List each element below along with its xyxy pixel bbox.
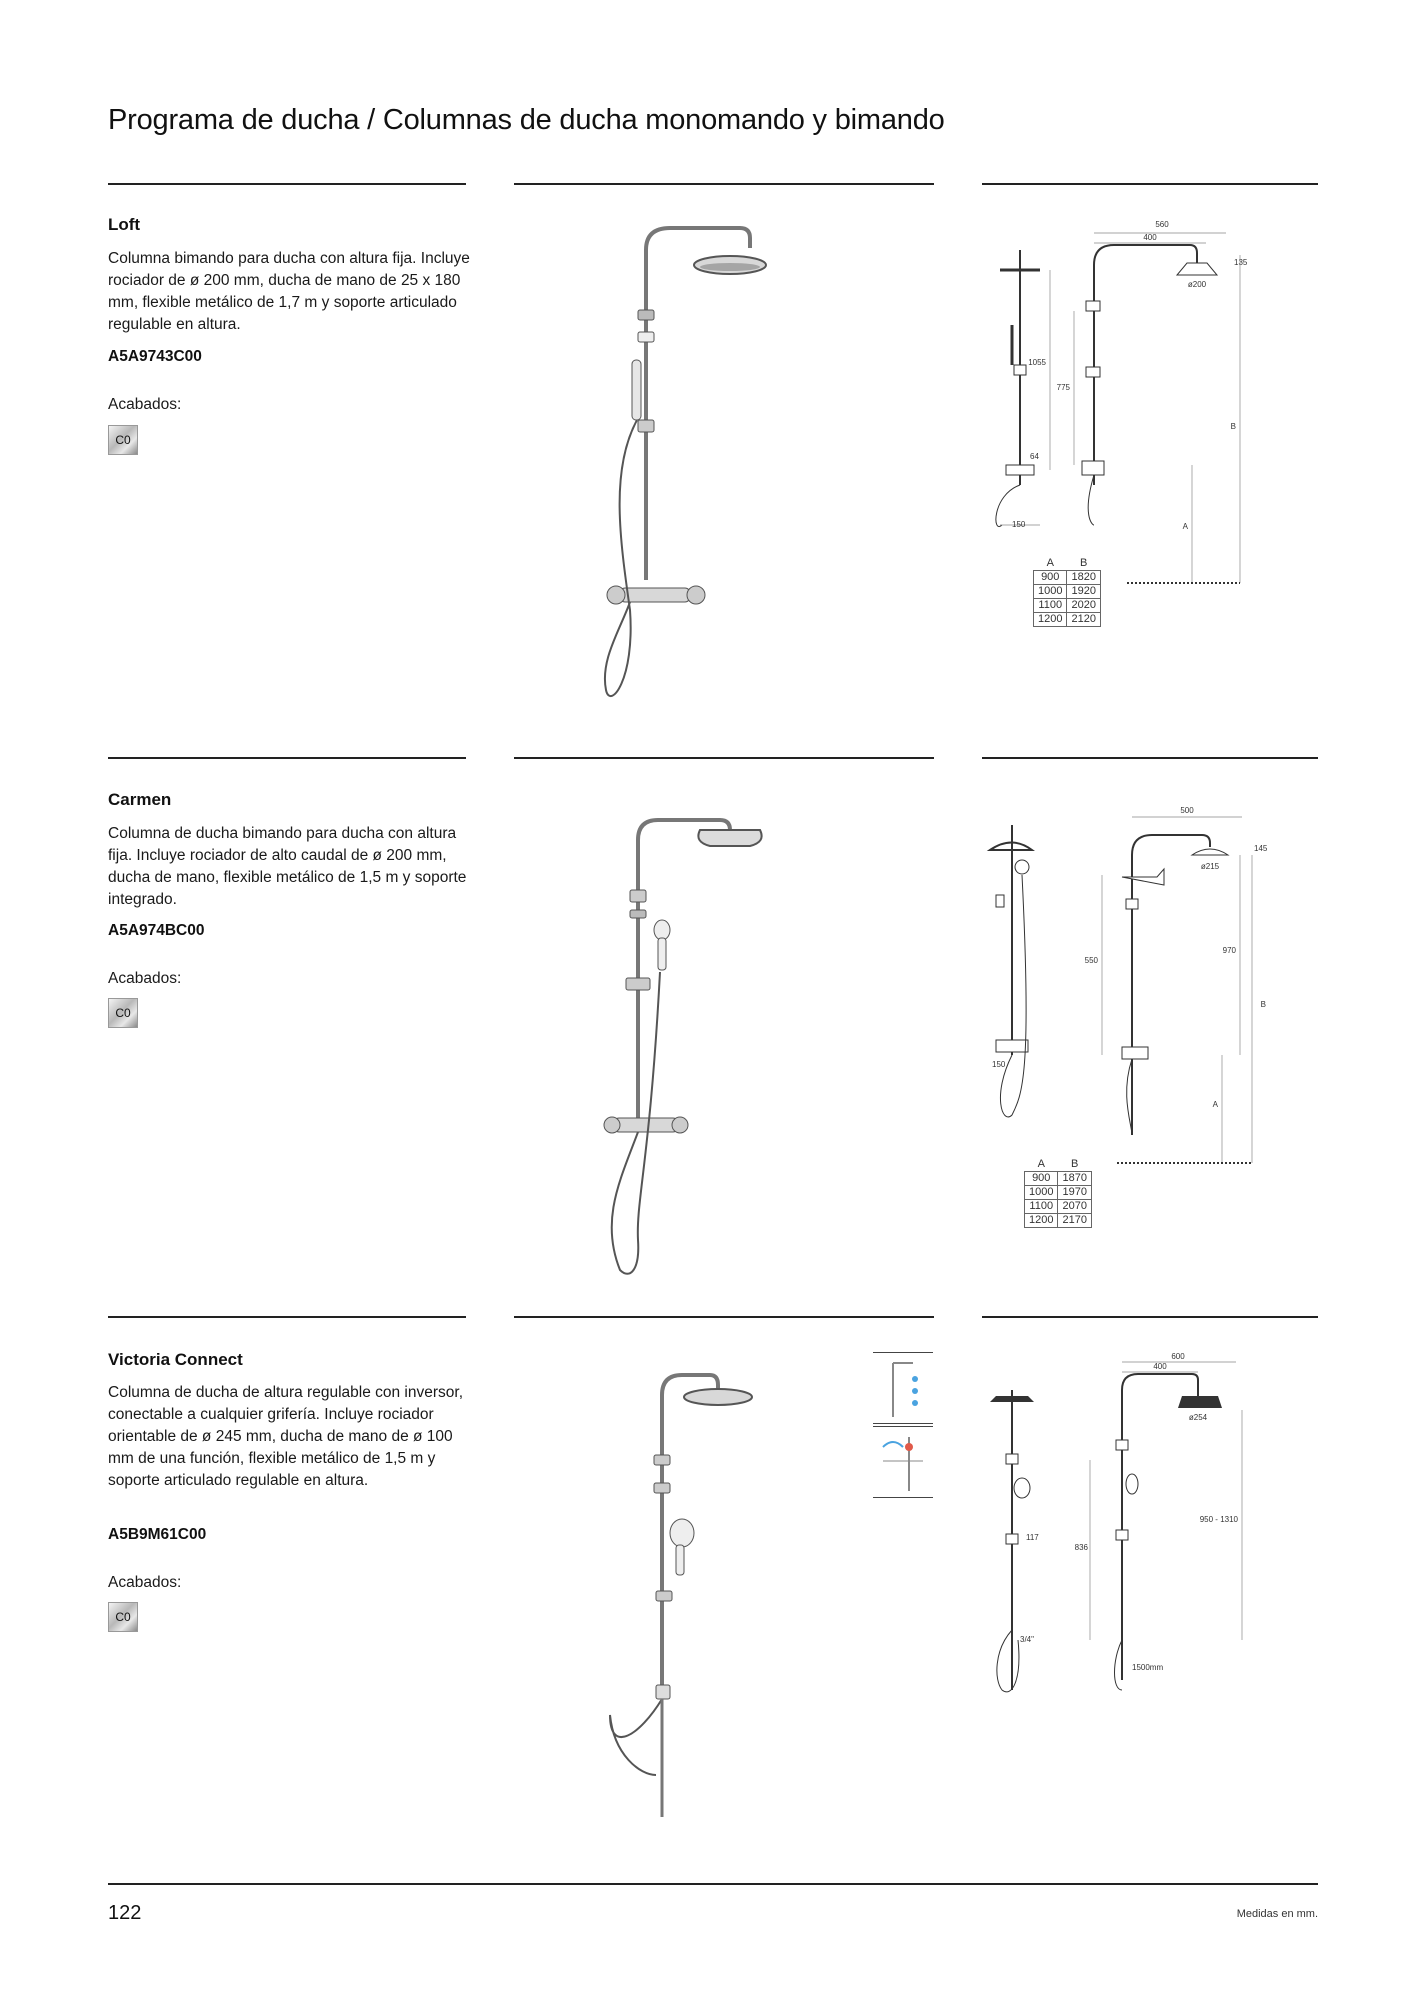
connection-thumbnail[interactable] <box>873 1426 933 1498</box>
dimension-label: B <box>1260 1000 1266 1009</box>
dimension-label: 560 <box>1155 220 1169 229</box>
finish-label: Acabados: <box>108 396 182 413</box>
product-name: Victoria Connect <box>108 1350 243 1369</box>
section-divider <box>982 1316 1318 1318</box>
table-cell: 2120 <box>1067 612 1100 626</box>
product-description: Columna de ducha de altura regulable con inversor, conectable a cualquier grifería. Incluye rociador orientable de ø 245 mm, ducha de mano de ø 100 mm de una función, flexible metálico de 1,5 m y soporte articulado regulable en altura. <box>108 1384 464 1489</box>
product-description: Columna de ducha bimando para ducha con altura fija. Incluye rociador de alto caudal de ø 200 mm, ducha de mano, flexible metálico de 1,5 m y soporte integrado. <box>108 825 467 908</box>
page-title: Programa de ducha / Columnas de ducha monomando y bimando <box>108 104 945 136</box>
section-divider <box>982 183 1318 185</box>
product-code: A5A974BC00 <box>108 922 205 939</box>
technical-drawing <box>982 215 1318 595</box>
finish-label: Acabados: <box>108 970 182 987</box>
product-photo <box>590 800 800 1280</box>
finish-swatch[interactable]: C0 <box>108 1602 138 1632</box>
section-divider <box>108 1316 466 1318</box>
table-cell: 1100 <box>1034 598 1067 612</box>
table-header: B <box>1071 1157 1079 1170</box>
dimension-label: 1055 <box>1028 358 1046 367</box>
product-name: Loft <box>108 215 141 234</box>
product-photo <box>590 210 800 720</box>
footer-note: Medidas en mm. <box>1236 1908 1318 1920</box>
dimension-label: A <box>1182 522 1188 531</box>
table-cell: 1000 <box>1025 1185 1058 1199</box>
table-cell: 1000 <box>1034 584 1067 598</box>
dimension-label: 600 <box>1171 1352 1185 1361</box>
table-cell: 1970 <box>1058 1185 1091 1199</box>
section-divider <box>514 183 934 185</box>
dimension-label: 836 <box>1074 1543 1088 1552</box>
dimension-label: 1500mm <box>1132 1663 1164 1672</box>
table-cell: 2070 <box>1058 1199 1091 1213</box>
table-cell: 1100 <box>1025 1199 1058 1213</box>
table-cell: 1820 <box>1067 570 1100 584</box>
diverter-thumbnail[interactable] <box>873 1352 933 1424</box>
table-cell: 1200 <box>1034 612 1067 626</box>
table-row <box>1034 584 1101 598</box>
section-divider <box>982 757 1318 759</box>
finish-swatch[interactable]: C0 <box>108 998 138 1028</box>
table-row <box>1025 1199 1092 1213</box>
table-row <box>1025 1171 1092 1185</box>
table-row <box>1034 570 1101 584</box>
finish-swatch[interactable]: C0 <box>108 425 138 455</box>
dimension-label: ø200 <box>1187 280 1207 289</box>
section-divider <box>514 1316 934 1318</box>
section-divider <box>108 757 466 759</box>
product-code: A5B9M61C00 <box>108 1526 207 1543</box>
table-cell: 900 <box>1034 570 1067 584</box>
finish-label: Acabados: <box>108 1574 182 1591</box>
dimension-label: B <box>1230 422 1236 431</box>
dimension-label: 500 <box>1180 806 1194 815</box>
product-photo <box>600 1355 770 1825</box>
section-divider <box>514 757 934 759</box>
table-cell: 1920 <box>1067 584 1100 598</box>
dimension-label: ø254 <box>1188 1413 1208 1422</box>
table-row <box>1034 612 1101 626</box>
footer-divider <box>108 1883 1318 1885</box>
dimension-label: 400 <box>1153 1362 1167 1371</box>
table-cell: 1870 <box>1058 1171 1091 1185</box>
dimension-label: A <box>1212 1100 1218 1109</box>
dimension-label: 117 <box>1026 1533 1039 1542</box>
table-row <box>1025 1185 1092 1199</box>
technical-drawing <box>982 795 1318 1175</box>
page-number: 122 <box>108 1902 142 1924</box>
product-name: Carmen <box>108 790 172 809</box>
table-cell: 1200 <box>1025 1213 1058 1227</box>
dimension-label: 550 <box>1084 956 1098 965</box>
table-row <box>1025 1213 1092 1227</box>
dimension-label: 775 <box>1056 383 1070 392</box>
section-divider <box>108 183 466 185</box>
table-header: B <box>1080 556 1088 569</box>
dimension-label: 150 <box>1012 520 1026 529</box>
dimension-label: 135 <box>1234 258 1248 267</box>
technical-drawing <box>982 1350 1318 1710</box>
table-row <box>1034 598 1101 612</box>
table-cell: 900 <box>1025 1171 1058 1185</box>
dimension-label: 400 <box>1143 233 1157 242</box>
dimension-table <box>1024 1157 1092 1228</box>
table-header: A <box>1046 556 1054 569</box>
dimension-table <box>1033 556 1101 627</box>
table-cell: 2170 <box>1058 1213 1091 1227</box>
product-code: A5A9743C00 <box>108 348 202 365</box>
product-description: Columna bimando para ducha con altura fija. Incluye rociador de ø 200 mm, ducha de mano de 25 x 180 mm, flexible metálico de 1,7 m y soporte articulado regulable en altura. <box>108 250 470 333</box>
dimension-label: 64 <box>1030 452 1039 461</box>
dimension-label: 150 <box>992 1060 1006 1069</box>
table-cell: 2020 <box>1067 598 1100 612</box>
dimension-label: ø215 <box>1200 862 1220 871</box>
dimension-label: 145 <box>1254 844 1268 853</box>
table-header: A <box>1037 1157 1045 1170</box>
dimension-label: 950 - 1310 <box>1199 1515 1238 1524</box>
dimension-label: 3/4" <box>1020 1635 1034 1644</box>
dimension-label: 970 <box>1222 946 1236 955</box>
